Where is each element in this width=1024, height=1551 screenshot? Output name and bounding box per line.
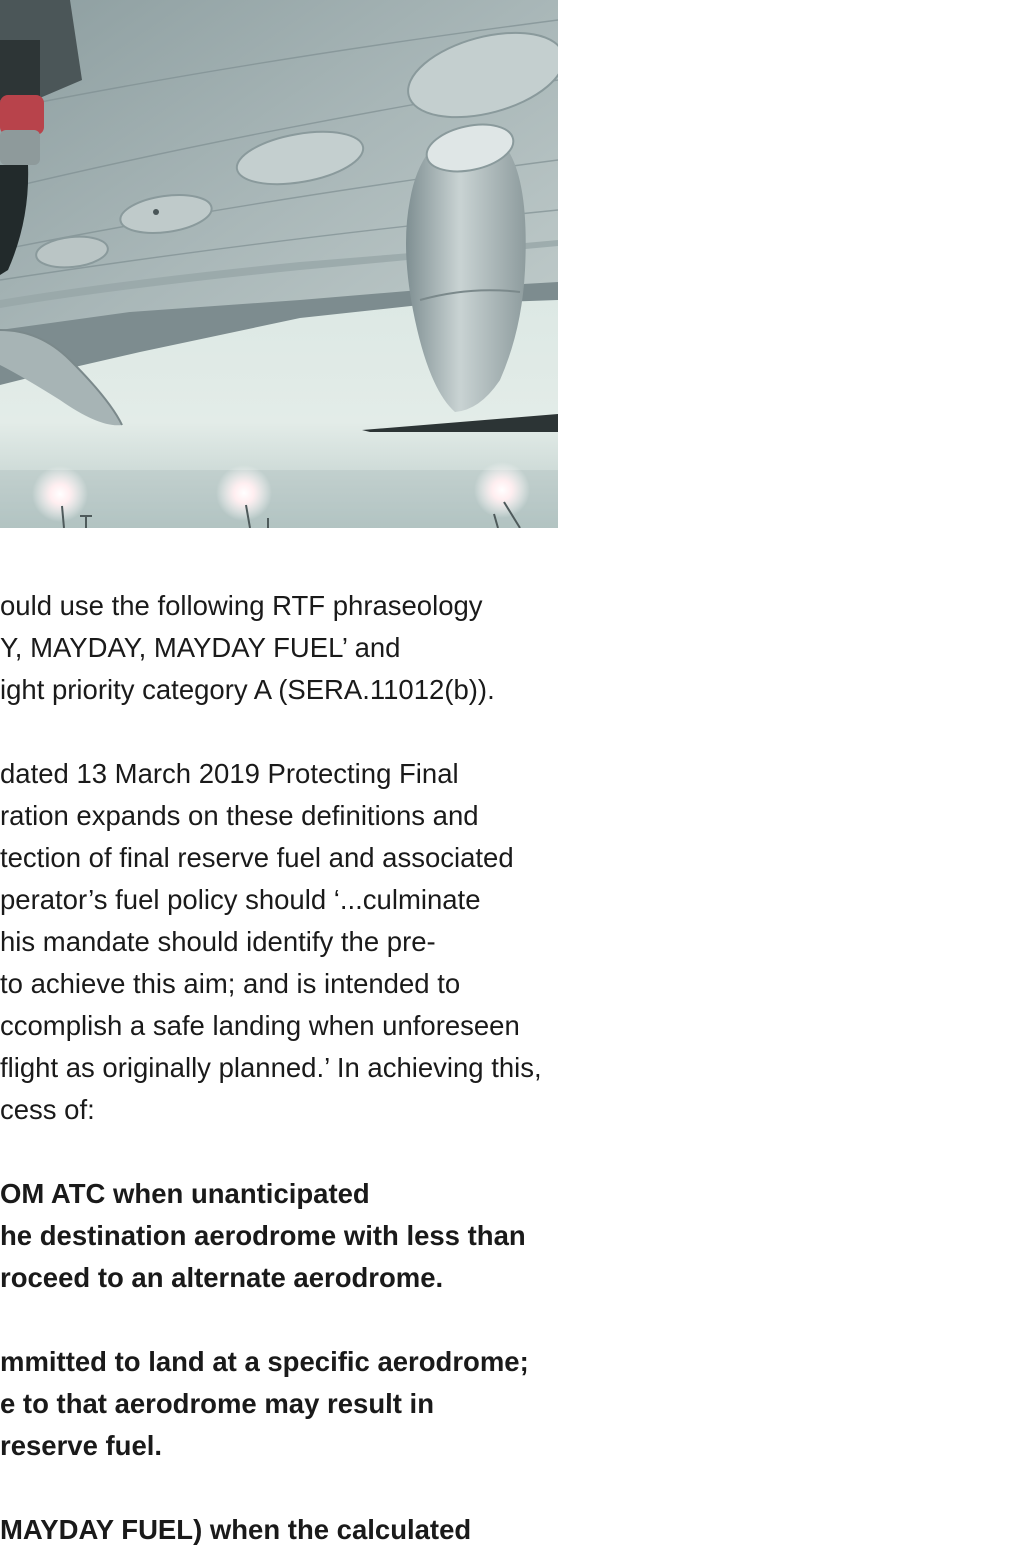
text-line: roceed to an alternate aerodrome. xyxy=(0,1262,444,1293)
text-line: he destination aerodrome with less than xyxy=(0,1220,526,1251)
text-line: flight as originally planned.’ In achieving this, xyxy=(0,1052,542,1083)
paragraph-atc-advice xyxy=(0,1173,558,1299)
aircraft-wing-photo xyxy=(0,0,558,528)
text-line: cess of: xyxy=(0,1094,95,1125)
paragraph-gap xyxy=(0,1131,558,1173)
text-line: ould use the following RTF phraseology xyxy=(0,590,483,621)
text-line: MAYDAY FUEL) when the calculated xyxy=(0,1514,472,1545)
paragraph-mayday-fuel xyxy=(0,1509,558,1551)
text-line: reserve fuel. xyxy=(0,1430,163,1461)
text-line: e to that aerodrome may result in xyxy=(0,1388,434,1419)
paragraph-gap xyxy=(0,1299,558,1341)
text-line: perator’s fuel policy should ‘...culminate xyxy=(0,884,481,915)
text-line: dated 13 March 2019 Protecting Final xyxy=(0,758,459,789)
text-line: OM ATC when unanticipated xyxy=(0,1178,370,1209)
text-line: to achieve this aim; and is intended to xyxy=(0,968,461,999)
paragraph-rtf-phraseology xyxy=(0,585,558,711)
paragraph-gap xyxy=(0,711,558,753)
text-line: ccomplish a safe landing when unforeseen xyxy=(0,1010,520,1041)
text-line: Y, MAYDAY, MAYDAY FUEL’ and xyxy=(0,632,401,663)
text-line: tection of final reserve fuel and associated xyxy=(0,842,514,873)
text-line: ight priority category A (SERA.11012(b)). xyxy=(0,674,495,705)
article-body xyxy=(0,585,558,1551)
text-line: mmitted to land at a specific aerodrome; xyxy=(0,1346,529,1377)
paragraph-committed-to-land xyxy=(0,1341,558,1467)
text-line: ration expands on these definitions and xyxy=(0,800,479,831)
paragraph-protecting-final-reserve xyxy=(0,753,558,1131)
text-line: his mandate should identify the pre- xyxy=(0,926,436,957)
wing-underside-image xyxy=(0,0,558,528)
paragraph-gap xyxy=(0,1467,558,1509)
